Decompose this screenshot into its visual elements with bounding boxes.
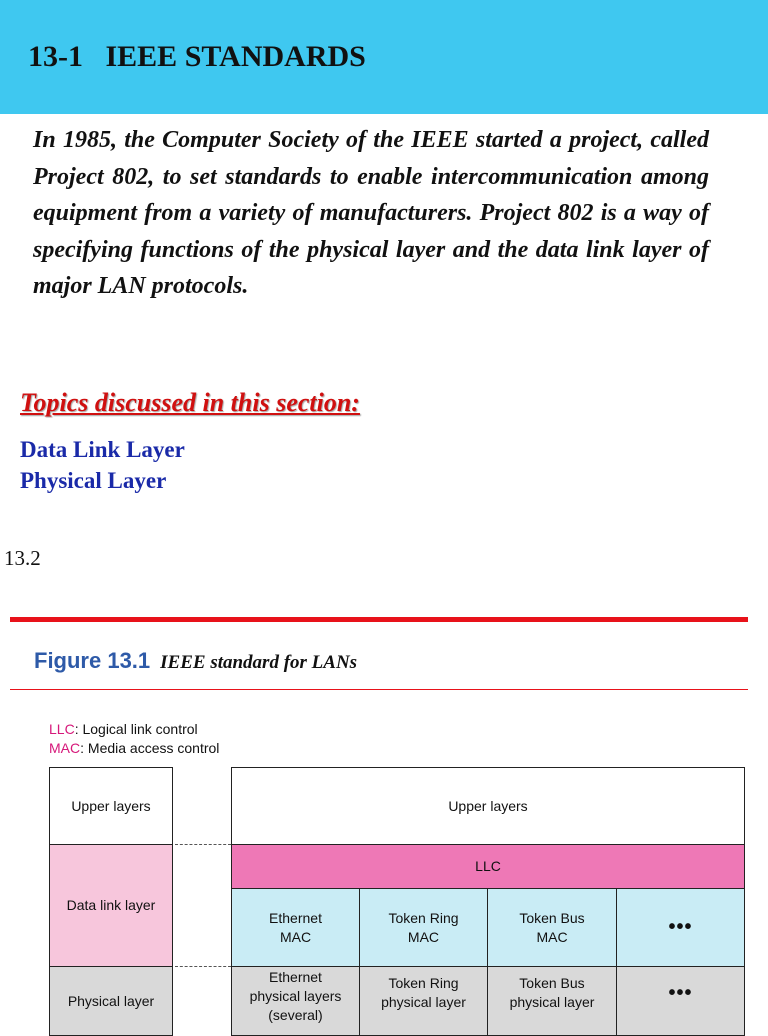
legend-mac-text: : Media access control [80, 740, 220, 756]
ieee-upper-layers [231, 767, 745, 845]
osi-physical-layer-label: Physical layer [67, 992, 155, 1009]
figure-rule [10, 689, 748, 690]
phy-token-ring-line1: Token Ring [388, 975, 459, 991]
phy-ethernet-line3: (several) [268, 1006, 323, 1023]
osi-physical-layer [49, 966, 173, 1036]
topics-heading: Topics discussed in this section: [20, 388, 360, 417]
legend-llc [49, 721, 198, 737]
legend-mac-abbr: MAC [49, 740, 81, 756]
topic-item-data-link-layer: Data Link Layer [20, 437, 185, 462]
legend-llc-abbr: LLC [49, 721, 75, 737]
llc-sublayer [231, 844, 745, 889]
mac-ethernet-line1: Ethernet [269, 909, 322, 926]
mac-token-bus-line2: MAC [536, 928, 568, 945]
osi-upper-layers-label: Upper layers [71, 797, 151, 814]
phy-token-bus-line1: Token Bus [519, 975, 585, 991]
slide-number: 13.2 [4, 546, 41, 570]
red-divider [10, 617, 748, 622]
legend-mac [49, 740, 219, 756]
mac-more [616, 888, 745, 967]
mac-token-ring-line1: Token Ring [388, 909, 459, 926]
mac-token-ring [359, 888, 488, 967]
figure-label: Figure 13.1 [34, 648, 151, 673]
phy-token-bus-line2: physical layer [509, 994, 595, 1010]
phy-token-ring [359, 966, 488, 1036]
osi-upper-layers [49, 767, 173, 845]
phy-ethernet-line2: physical layers [249, 987, 342, 1004]
figure-title: IEEE standard for LANs [160, 652, 358, 673]
mac-token-ring-line2: MAC [407, 928, 440, 945]
slide-title: 13-1 IEEE STANDARDS [28, 40, 366, 73]
topic-item-physical-layer: Physical Layer [20, 468, 167, 493]
phy-ethernet-line1: Ethernet [269, 968, 322, 985]
mac-token-bus [487, 888, 617, 967]
intro-paragraph: In 1985, the Computer Society of the IEEE started a project, called Project 802, to set standards to enable intercommunication among equipment from a variety of manufacturers. Project 802 is a way of specifying functions of the physical layer and the data link layer of major LAN protocols. [33, 127, 709, 299]
slide-header [0, 0, 768, 114]
boundary-dash-upper [175, 844, 231, 845]
phy-more-ellipsis: ••• [668, 981, 693, 1004]
phy-token-bus [487, 966, 617, 1036]
mac-ethernet [231, 888, 360, 967]
osi-data-link-layer-label: Data link layer [66, 897, 156, 913]
phy-token-ring-line2: physical layer [381, 994, 466, 1010]
mac-more-ellipsis: ••• [668, 916, 693, 938]
boundary-dash-lower [175, 966, 231, 967]
mac-token-bus-line1: Token Bus [519, 909, 585, 926]
osi-data-link-layer [49, 844, 173, 967]
legend-llc-text: : Logical link control [74, 721, 198, 737]
mac-ethernet-line2: MAC [279, 928, 312, 945]
phy-ethernet [231, 966, 360, 1036]
figure-caption [34, 648, 357, 674]
ieee-upper-layers-label: Upper layers [448, 797, 528, 814]
llc-sublayer-label: LLC [475, 858, 501, 874]
phy-more [616, 966, 745, 1036]
